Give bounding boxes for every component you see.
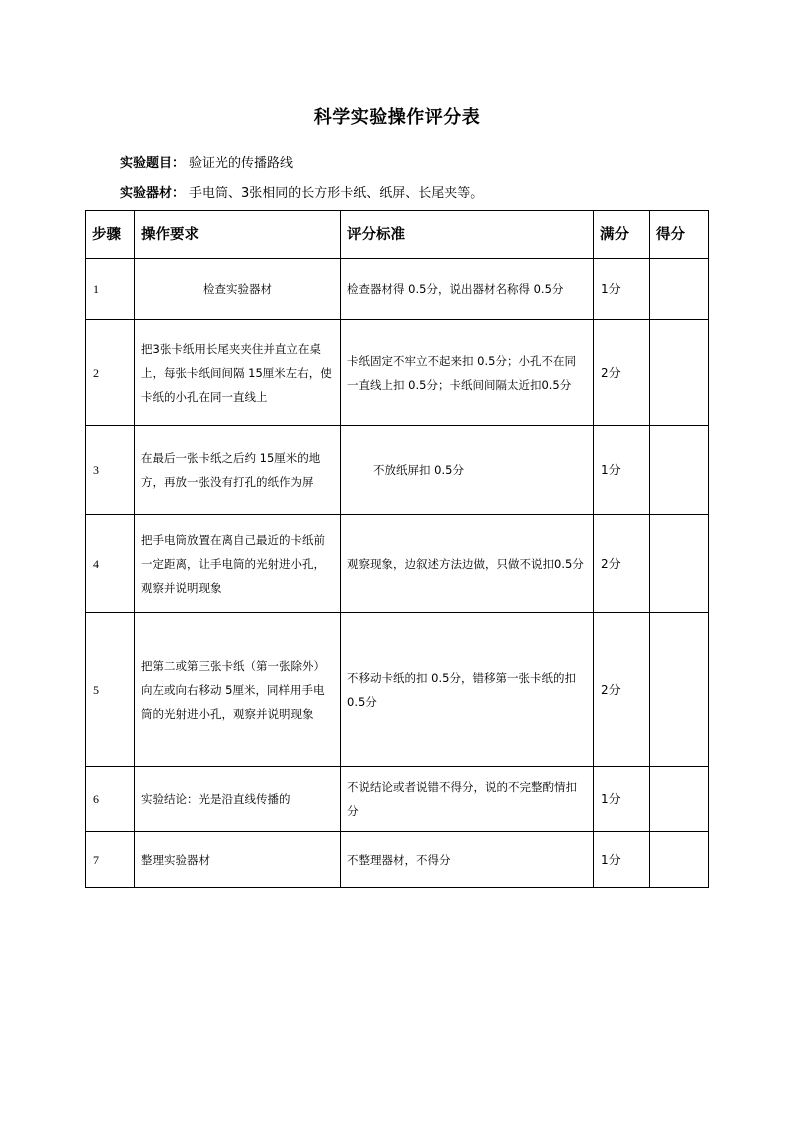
table-row xyxy=(86,613,709,767)
experiment-topic xyxy=(120,155,293,173)
score-cell[interactable] xyxy=(650,259,709,320)
requirement-cell: 实验结论：光是沿直线传播的 xyxy=(135,767,341,832)
step-number: 5 xyxy=(86,613,135,767)
criteria-cell: 卡纸固定不牢立不起来扣 0.5分；小孔不在同一直线上扣 0.5分；卡纸间间隔太近扣0.5分 xyxy=(341,320,594,426)
requirement-cell: 在最后一张卡纸之后约 15厘米的地方，再放一张没有打孔的纸作为屏 xyxy=(135,426,341,515)
full-score-cell: 1分 xyxy=(594,767,650,832)
score-cell[interactable] xyxy=(650,515,709,613)
table-header-row xyxy=(86,211,709,259)
step-number: 3 xyxy=(86,426,135,515)
step-number: 1 xyxy=(86,259,135,320)
full-score-cell: 2分 xyxy=(594,320,650,426)
table-row xyxy=(86,320,709,426)
score-cell[interactable] xyxy=(650,320,709,426)
header-requirement: 操作要求 xyxy=(135,211,341,259)
header-step: 步骤 xyxy=(86,211,135,259)
header-criteria: 评分标准 xyxy=(341,211,594,259)
experiment-equipment xyxy=(120,185,483,203)
experiment-topic-value: 验证光的传播路线 xyxy=(189,156,294,171)
page-title: 科学实验操作评分表 xyxy=(313,107,481,128)
header-score: 得分 xyxy=(650,211,709,259)
table-row xyxy=(86,259,709,320)
full-score-cell: 1分 xyxy=(594,832,650,888)
score-cell[interactable] xyxy=(650,767,709,832)
step-number: 7 xyxy=(86,832,135,888)
table-row xyxy=(86,832,709,888)
step-number: 2 xyxy=(86,320,135,426)
experiment-equipment-label: 实验器材： xyxy=(120,186,186,201)
criteria-cell: 不说结论或者说错不得分，说的不完整酌情扣分 xyxy=(341,767,594,832)
table-row xyxy=(86,426,709,515)
header-full-score: 满分 xyxy=(594,211,650,259)
step-number: 6 xyxy=(86,767,135,832)
requirement-cell: 把3张卡纸用长尾夹夹住并直立在桌上，每张卡纸间间隔 15厘米左右，使卡纸的小孔在同一直线上 xyxy=(135,320,341,426)
requirement-cell: 整理实验器材 xyxy=(135,832,341,888)
score-cell[interactable] xyxy=(650,613,709,767)
table-row xyxy=(86,515,709,613)
experiment-equipment-value: 手电筒、3张相同的长方形卡纸、纸屏、长尾夹等。 xyxy=(189,186,484,201)
experiment-topic-label: 实验题目： xyxy=(120,156,186,171)
full-score-cell: 1分 xyxy=(594,426,650,515)
score-cell[interactable] xyxy=(650,832,709,888)
full-score-cell: 2分 xyxy=(594,613,650,767)
criteria-cell: 不移动卡纸的扣 0.5分，错移第一张卡纸的扣 0.5分 xyxy=(341,613,594,767)
criteria-cell: 检查器材得 0.5分，说出器材名称得 0.5分 xyxy=(341,259,594,320)
score-cell[interactable] xyxy=(650,426,709,515)
criteria-cell: 不整理器材，不得分 xyxy=(341,832,594,888)
requirement-cell: 检查实验器材 xyxy=(135,259,341,320)
full-score-cell: 1分 xyxy=(594,259,650,320)
full-score-cell: 2分 xyxy=(594,515,650,613)
step-number: 4 xyxy=(86,515,135,613)
requirement-cell: 把第二或第三张卡纸（第一张除外）向左或向右移动 5厘米，同样用手电筒的光射进小孔，观察并说明现象 xyxy=(135,613,341,767)
criteria-cell: 不放纸屏扣 0.5分 xyxy=(341,426,594,515)
criteria-cell: 观察现象，边叙述方法边做，只做不说扣0.5分 xyxy=(341,515,594,613)
table-row xyxy=(86,767,709,832)
scoring-table xyxy=(85,210,709,888)
requirement-cell: 把手电筒放置在离自己最近的卡纸前一定距离，让手电筒的光射进小孔，观察并说明现象 xyxy=(135,515,341,613)
